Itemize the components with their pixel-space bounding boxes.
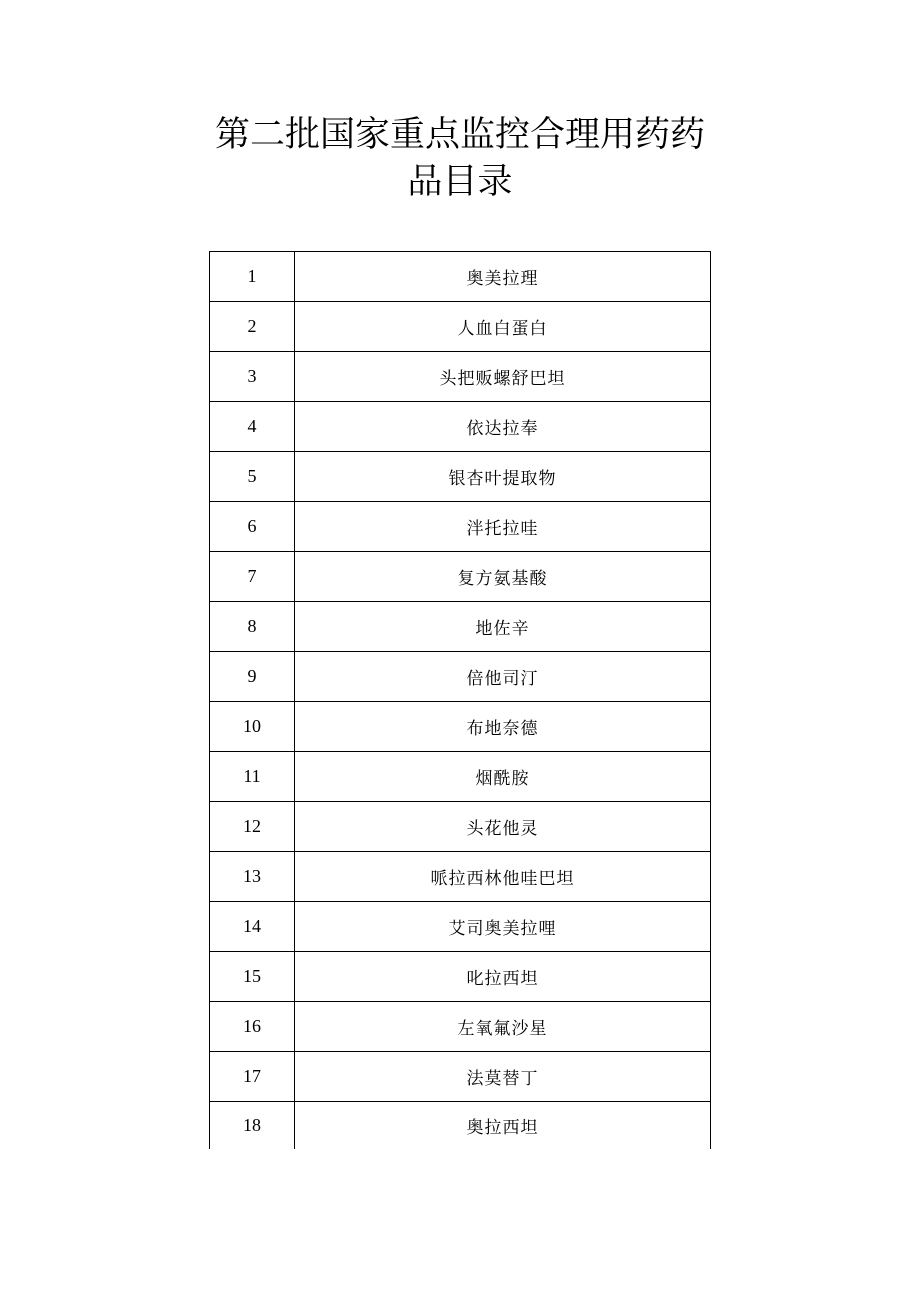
table-row: [210, 302, 711, 352]
row-number-cell: 6: [210, 502, 295, 552]
table-row: [210, 352, 711, 402]
drug-name-cell: 布地奈德: [295, 702, 711, 752]
table-row: [210, 1052, 711, 1102]
table-row: [210, 852, 711, 902]
table-row: [210, 1102, 711, 1150]
table-row: [210, 952, 711, 1002]
row-number-cell: 1: [210, 252, 295, 302]
row-number-cell: 8: [210, 602, 295, 652]
row-number-cell: 5: [210, 452, 295, 502]
table-row: [210, 602, 711, 652]
row-number-cell: 17: [210, 1052, 295, 1102]
drug-name-cell: 依达拉奉: [295, 402, 711, 452]
table-row: [210, 252, 711, 302]
row-number-cell: 10: [210, 702, 295, 752]
drug-list-table: [209, 251, 711, 1149]
drug-name-cell: 复方氨基酸: [295, 552, 711, 602]
drug-name-cell: 头把贩螺舒巴坦: [295, 352, 711, 402]
drug-name-cell: 奥美拉理: [295, 252, 711, 302]
table-row: [210, 402, 711, 452]
row-number-cell: 15: [210, 952, 295, 1002]
row-number-cell: 2: [210, 302, 295, 352]
row-number-cell: 14: [210, 902, 295, 952]
table-row: [210, 802, 711, 852]
page-title-line-1: 第二批国家重点监控合理用药药: [214, 115, 705, 155]
drug-name-cell: 人血白蛋白: [295, 302, 711, 352]
drug-name-cell: 左氧氟沙星: [295, 1002, 711, 1052]
drug-name-cell: 地佐辛: [295, 602, 711, 652]
row-number-cell: 11: [210, 752, 295, 802]
row-number-cell: 3: [210, 352, 295, 402]
drug-list-body: [210, 252, 711, 1150]
row-number-cell: 7: [210, 552, 295, 602]
table-row: [210, 752, 711, 802]
drug-name-cell: 法莫替丁: [295, 1052, 711, 1102]
page-title: [0, 112, 920, 206]
row-number-cell: 4: [210, 402, 295, 452]
row-number-cell: 16: [210, 1002, 295, 1052]
drug-name-cell: 银杏叶提取物: [295, 452, 711, 502]
row-number-cell: 18: [210, 1102, 295, 1150]
drug-name-cell: 头花他灵: [295, 802, 711, 852]
page-title-line-2: 品目录: [407, 162, 513, 202]
drug-name-cell: 倍他司汀: [295, 652, 711, 702]
drug-name-cell: 泮托拉哇: [295, 502, 711, 552]
table-row: [210, 702, 711, 752]
drug-name-cell: 哌拉西林他哇巴坦: [295, 852, 711, 902]
table-row: [210, 452, 711, 502]
drug-name-cell: 艾司奥美拉哩: [295, 902, 711, 952]
drug-name-cell: 奥拉西坦: [295, 1102, 711, 1150]
table-row: [210, 502, 711, 552]
row-number-cell: 12: [210, 802, 295, 852]
row-number-cell: 9: [210, 652, 295, 702]
table-row: [210, 652, 711, 702]
row-number-cell: 13: [210, 852, 295, 902]
table-row: [210, 902, 711, 952]
drug-name-cell: 烟酰胺: [295, 752, 711, 802]
drug-name-cell: 叱拉西坦: [295, 952, 711, 1002]
table-row: [210, 552, 711, 602]
table-row: [210, 1002, 711, 1052]
